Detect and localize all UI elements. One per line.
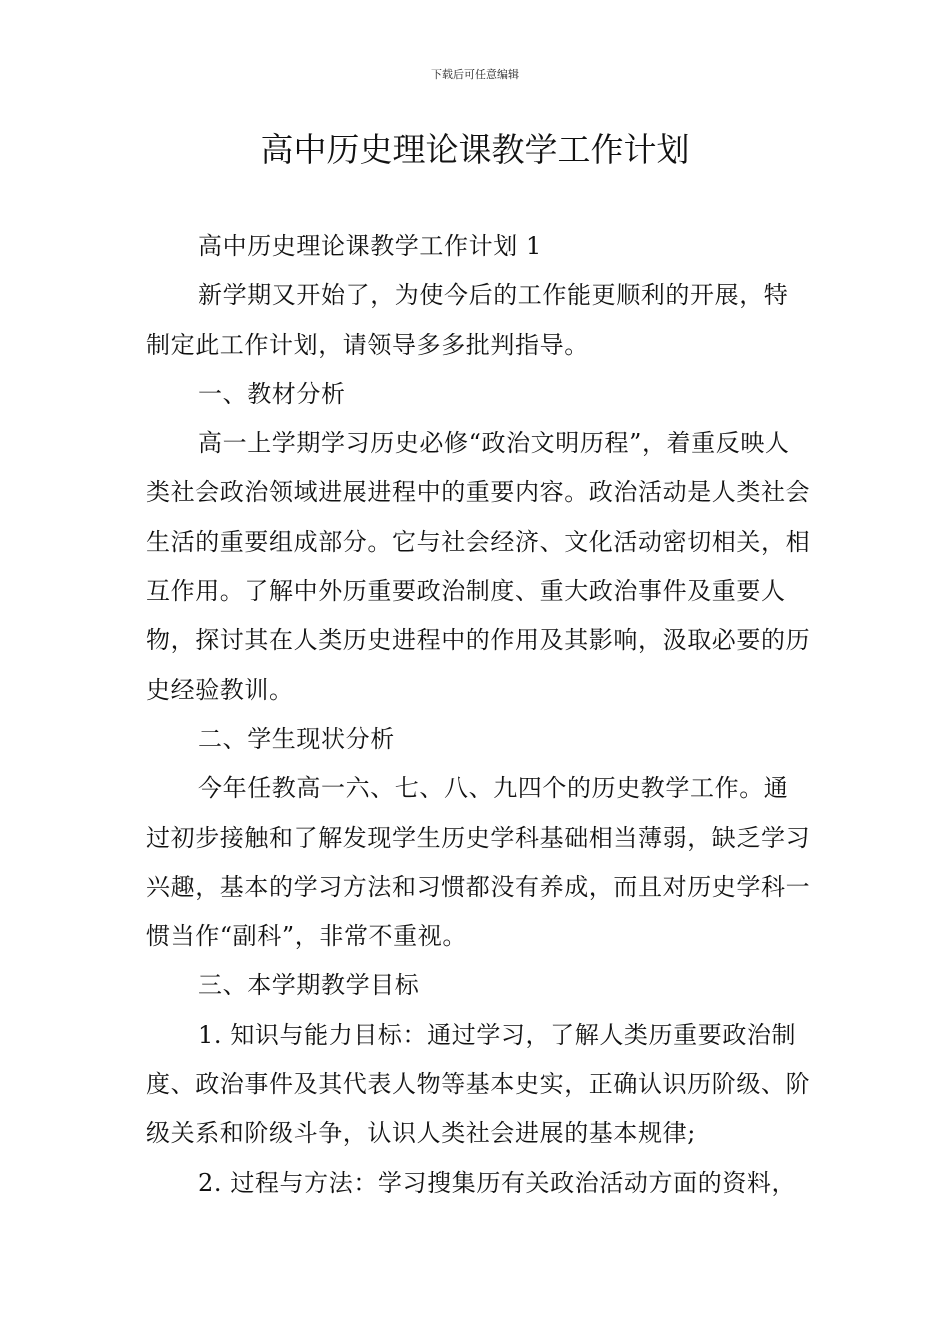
textbook-paragraph: 高一上学期学习历史必修“政治文明历程”，着重反映人类社会政治领域进展进程中的重要内容。政治活动是人类社会生活的重要组成部分。它与社会经济、文化活动密切相关，相互作用。了解中外历重要政治制度、重大政治事件及重要人物，探讨其在人类历史进程中的作用及其影响，汲取必要的历史经验教训。 xyxy=(146,429,811,704)
subtitle-paragraph: 高中历史理论课教学工作计划 1 xyxy=(198,232,542,260)
section-heading-goals: 三、本学期教学目标 xyxy=(198,971,420,1000)
students-paragraph: 今年任教高一六、七、八、九四个的历史教学工作。通过初步接触和了解发现学生历史学科基础相当薄弱，缺乏学习兴趣，基本的学习方法和习惯都没有养成，而且对历史学科一惯当作“副科”，非常不重视。 xyxy=(146,774,811,951)
intro-paragraph: 新学期又开始了，为使今后的工作能更顺利的开展，特制定此工作计划，请领导多多批判指导。 xyxy=(146,281,789,359)
header-note: 下载后可任意编辑 xyxy=(431,68,519,81)
document-body xyxy=(146,222,811,1208)
document-title: 高中历史理论课教学工作计划 xyxy=(260,130,690,169)
section-heading-students: 二、学生现状分析 xyxy=(198,724,395,753)
goal-item-1: 1. 知识与能力目标：通过学习，了解人类历重要政治制度、政治事件及其代表人物等基本史实，正确认识历阶级、阶级关系和阶级斗争，认识人类社会进展的基本规律; xyxy=(146,1020,811,1148)
section-heading-textbook: 一、教材分析 xyxy=(198,379,346,408)
goal-item-2: 2. 过程与方法：学习搜集历有关政治活动方面的资料， xyxy=(198,1168,797,1197)
